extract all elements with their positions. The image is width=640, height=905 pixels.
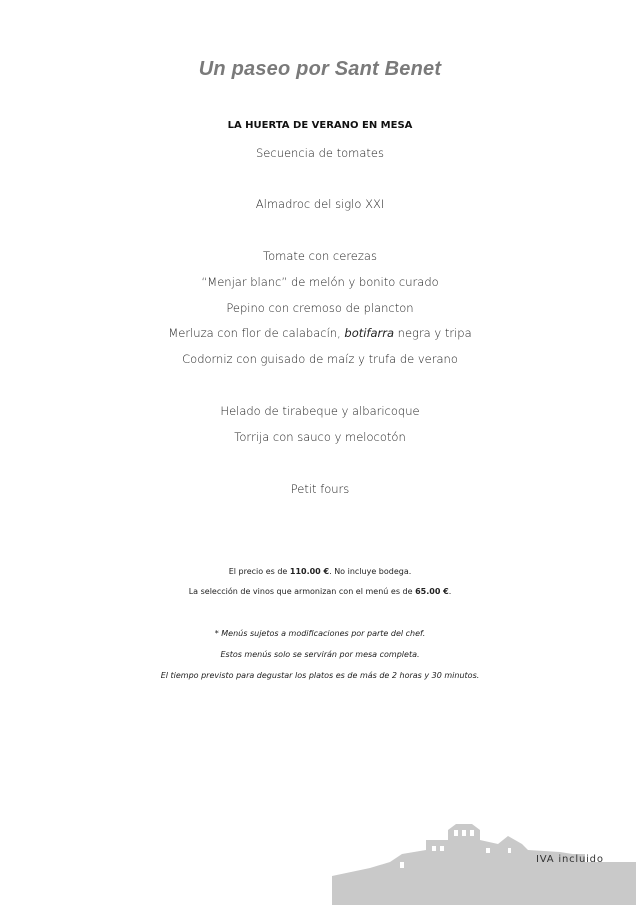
price-suffix: . No incluye bodega.: [329, 567, 412, 576]
note-line: Estos menús solo se servirán por mesa completa.: [220, 650, 420, 659]
wine-value: 65.00 €: [415, 587, 449, 596]
dish-item: Codorniz con guisado de maíz y trufa de verano: [182, 352, 458, 366]
dish-merluza-start: Merluza con flor de calabacín,: [168, 326, 345, 340]
dish-item: Petit fours: [290, 482, 350, 496]
section-heading: LA HUERTA DE VERANO EN MESA: [227, 120, 413, 131]
dish-item-merluza: [0, 326, 640, 340]
price-line: [0, 567, 640, 576]
dish-item: Tomate con cerezas: [263, 249, 377, 263]
wine-suffix: .: [448, 587, 452, 596]
dish-item: Almadroc del siglo XXI: [255, 197, 385, 211]
note-line: * Menús sujetos a modificaciones por parte del chef.: [214, 629, 426, 638]
price-prefix: El precio es de: [228, 567, 290, 576]
dish-item: Helado de tirabeque y albaricoque: [220, 404, 420, 418]
wine-prefix: La selección de vinos que armonizan con el menú es de: [188, 587, 416, 596]
wine-pairing-line: [0, 587, 640, 596]
dish-item: Pepino con cremoso de plancton: [226, 301, 414, 315]
menu-title: Un paseo por Sant Benet: [198, 58, 442, 80]
iva-included-label: IVA incluido: [536, 854, 604, 865]
dish-merluza-italic: botifarra: [344, 326, 395, 340]
dish-merluza-end: negra y tripa: [394, 326, 472, 340]
price-value: 110.00 €: [289, 567, 330, 576]
dish-item: Torrija con sauco y melocotón: [234, 430, 406, 444]
note-line: El tiempo previsto para degustar los platos es de más de 2 horas y 30 minutos.: [160, 671, 480, 680]
dish-item: Secuencia de tomates: [256, 146, 384, 160]
dish-item: “Menjar blanc” de melón y bonito curado: [201, 275, 439, 289]
